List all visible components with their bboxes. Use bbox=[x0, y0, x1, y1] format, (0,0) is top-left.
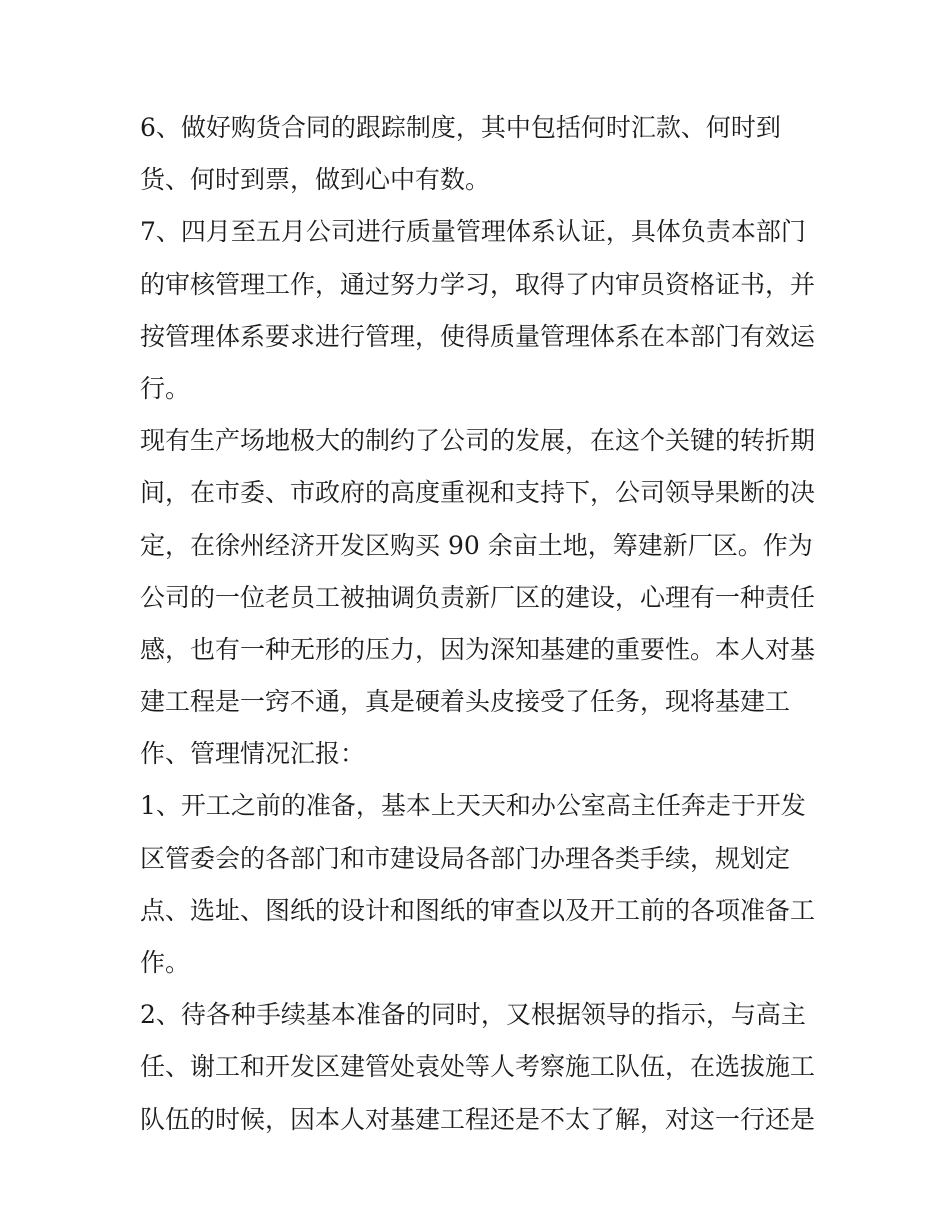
text-line: 按管理体系要求进行管理，使得质量管理体系在本部门有效运 bbox=[140, 321, 816, 351]
text-line: 的审核管理工作，通过努力学习，取得了内审员资格证书，并 bbox=[140, 269, 816, 299]
text-line: 作、管理情况汇报： bbox=[140, 739, 366, 769]
text-line: 现有生产场地极大的制约了公司的发展，在这个关键的转折期 bbox=[140, 426, 816, 456]
text-line: 间，在市委、市政府的高度重视和支持下，公司领导果断的决 bbox=[140, 478, 816, 508]
text-line: 作。 bbox=[140, 948, 191, 977]
text-line: 感，也有一种无形的压力，因为深知基建的重要性。本人对基 bbox=[140, 634, 816, 664]
text-line: 2、待各种手续基本准备的同时，又根据领导的指示，与高主 bbox=[140, 1000, 806, 1030]
body-text bbox=[140, 102, 820, 1146]
text-line: 1、开工之前的准备，基本上天天和办公室高主任奔走于开发 bbox=[140, 791, 806, 821]
text-line: 公司的一位老员工被抽调负责新厂区的建设，心理有一种责任 bbox=[140, 582, 816, 612]
text-line: 6、做好购货合同的跟踪制度，其中包括何时汇款、何时到 bbox=[140, 113, 781, 142]
text-line: 定，在徐州经济开发区购买 90 余亩土地，筹建新厂区。作为 bbox=[140, 530, 813, 560]
text-line: 区管委会的各部门和市建设局各部门办理各类手续，规划定 bbox=[140, 843, 791, 873]
text-line: 队伍的时候，因本人对基建工程还是不太了解，对这一行还是 bbox=[140, 1104, 816, 1134]
text-line: 任、谢工和开发区建管处袁处等人考察施工队伍，在选拔施工 bbox=[140, 1052, 816, 1082]
text-line: 建工程是一窍不通，真是硬着头皮接受了任务，现将基建工 bbox=[140, 687, 791, 717]
text-line: 点、选址、图纸的设计和图纸的审查以及开工前的各项准备工 bbox=[140, 895, 816, 925]
text-line: 行。 bbox=[140, 373, 191, 403]
text-line: 7、四月至五月公司进行质量管理体系认证，具体负责本部门 bbox=[140, 217, 806, 247]
text-line: 货、何时到票，做到心中有数。 bbox=[140, 165, 491, 195]
